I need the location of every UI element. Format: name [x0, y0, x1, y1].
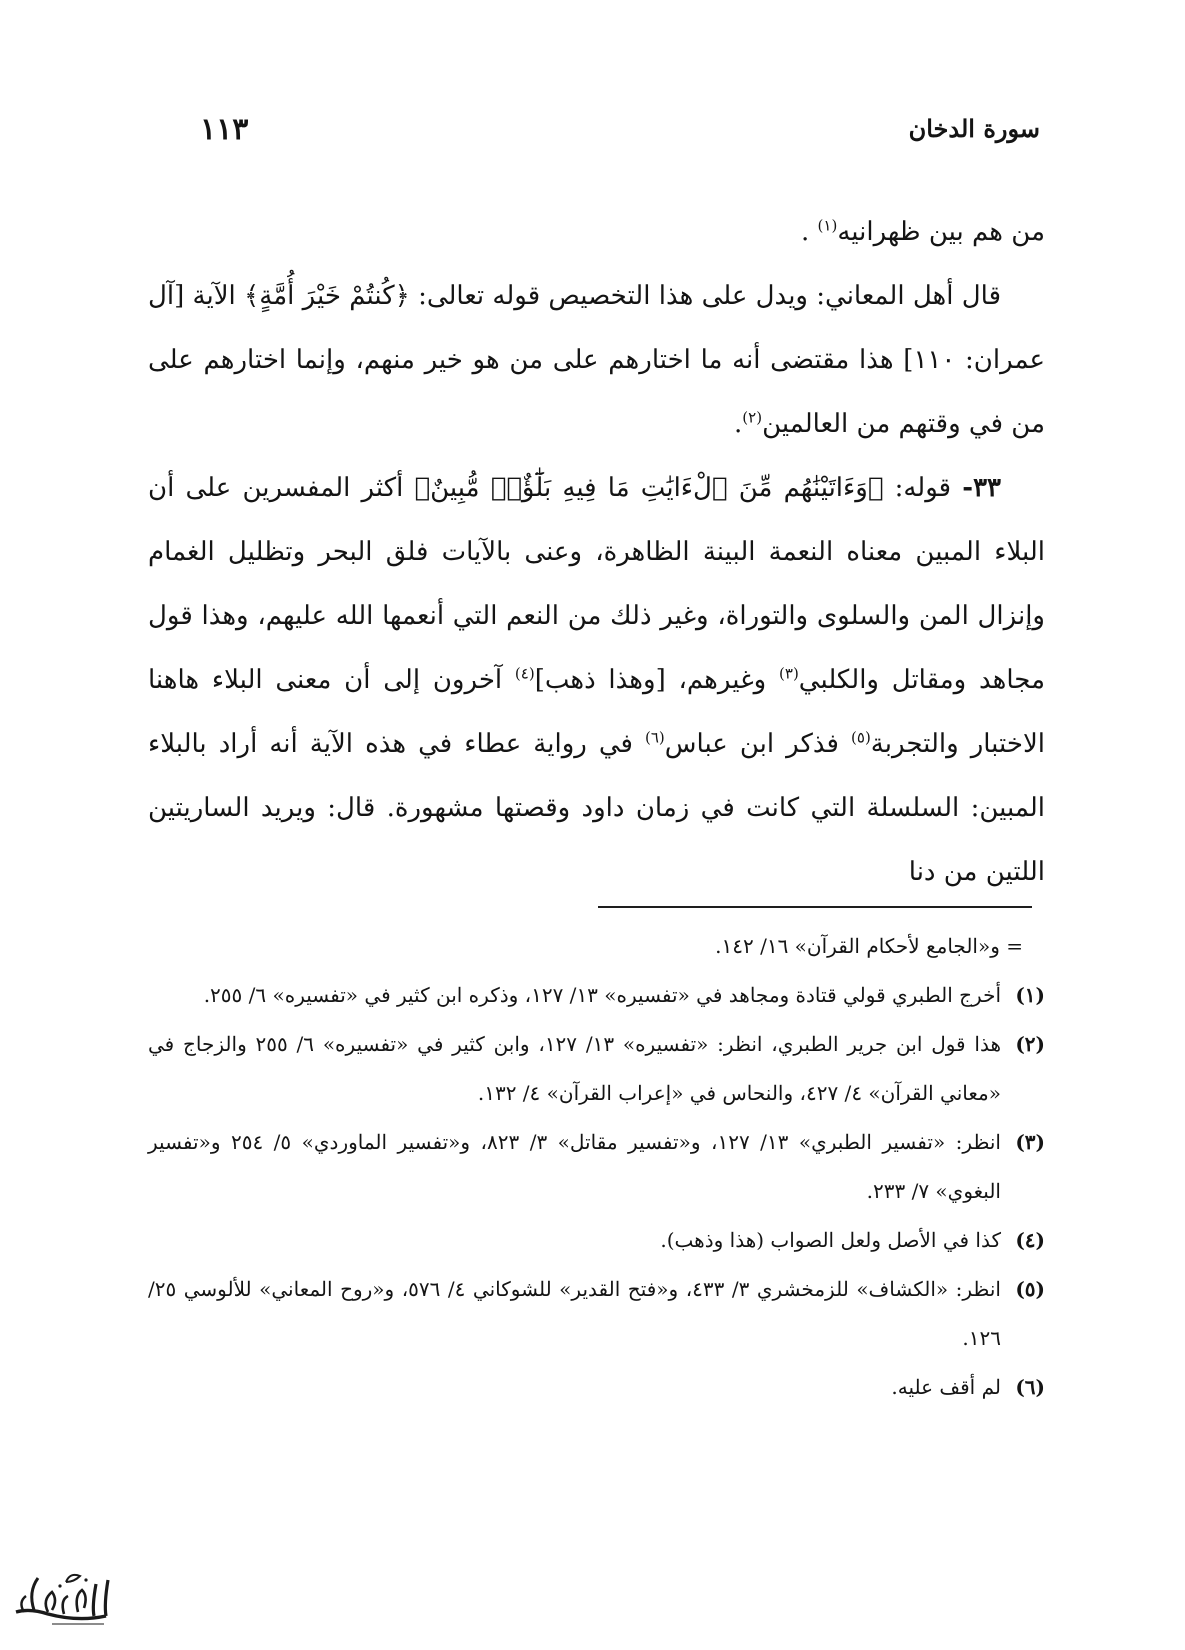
- footnote-2: [148, 1020, 1045, 1118]
- footnotes: [148, 922, 1045, 1412]
- footnote-number: (٥): [1015, 1277, 1045, 1301]
- footnote-text: انظر: «الكشاف» للزمخشري ٣/ ٤٣٣، و«فتح القدير» للشوكاني ٤/ ٥٧٦، و«روح المعاني» للألوسي ٢٥/ ١٢٦.: [148, 1277, 1001, 1350]
- footnote-text: لم أقف عليه.: [891, 1375, 1001, 1399]
- publisher-logo-icon: [8, 1562, 118, 1630]
- verse-number: ٣٣-: [962, 473, 1001, 503]
- paragraph-3: ٣٣- قوله: ﴿وَءَاتَيْنَٰهُم مِّنَ ٱلْءَايَٰتِ مَا فِيهِ بَلَٰٓؤٌا۟ مُّبِينٌ﴾ أكثر المفسرين على أن البلاء المبين معناه النعمة البينة الظاهرة، وعنى بالآيات فلق البحر وتظليل الغمام وإنزال المن والسلوى والتوراة، وغير ذلك من النعم التي أنعمها الله عليهم، وهذا قول مجاهد ومقاتل والكلبي$^{(٣)}$ وغيرهم، [وهذا ذهب]$^{(٤)}$ آخرون إلى أن معنى البلاء هاهنا الاختبار والتجربة$^{(٥)}$ فذكر ابن عباس$^{(٦)}$ في رواية عطاء في هذه الآية أنه أراد بالبلاء المبين: السلسلة التي كانت في زمان داود وقصتها مشهورة. قال: ويريد الساريتين اللتين من دنا: [148, 473, 1046, 887]
- footnote-3: [148, 1118, 1045, 1216]
- footnote-text: كذا في الأصل ولعل الصواب (هذا وذهب).: [660, 1228, 1001, 1252]
- paragraph-1: من هم بين ظهرانيه$^{(١)}$ .: [801, 216, 1045, 247]
- footnote-number: (٢): [1015, 1032, 1045, 1056]
- footnote-5: [148, 1265, 1045, 1363]
- footnote-number: (٤): [1015, 1228, 1045, 1252]
- footnote-number: (٦): [1015, 1375, 1045, 1399]
- footnote-6: [148, 1363, 1045, 1412]
- footnote-text: انظر: «تفسير الطبري» ١٣/ ١٢٧، و«تفسير مقاتل» ٣/ ٨٢٣، و«تفسير الماوردي» ٥/ ٢٥٤ و«تفسير البغوي» ٧/ ٢٣٣.: [148, 1130, 1001, 1203]
- footnote-ref-1[interactable]: (١): [817, 216, 838, 235]
- footnote-1: [148, 971, 1045, 1020]
- footnote-number: (١): [1015, 983, 1045, 1007]
- footnote-divider: [598, 906, 1032, 908]
- footnote-text: أخرج الطبري قولي قتادة ومجاهد في «تفسيره» ١٣/ ١٢٧، وذكره ابن كثير في «تفسيره» ٦/ ٢٥٥.: [203, 983, 1001, 1007]
- footnote-ref-6[interactable]: (٦): [645, 728, 665, 747]
- footnote-continuation: = و«الجامع لأحكام القرآن» ١٦/ ١٤٢.: [715, 934, 1023, 958]
- footnote-ref-4[interactable]: (٤): [514, 664, 535, 683]
- footnote-ref-3[interactable]: (٣): [779, 664, 799, 683]
- footnote-4: [148, 1216, 1045, 1265]
- paragraph-2: قال أهل المعاني: ويدل على هذا التخصيص قوله تعالى: ﴿كُنتُمْ خَيْرَ أُمَّةٍ﴾ الآية [آل عمران: ١١٠] هذا مقتضى أنه ما اختارهم على من هو خير منهم، وإنما اختارهم على من في وقتهم من العالمين$^{(٢)}$.: [148, 281, 1045, 439]
- running-title: سورة الدخان: [908, 114, 1040, 143]
- main-text: [148, 200, 1045, 904]
- page-header: [200, 112, 1040, 162]
- footnote-ref-2[interactable]: (٢): [742, 408, 763, 427]
- footnote-text: هذا قول ابن جرير الطبري، انظر: «تفسيره» ١٣/ ١٢٧، وابن كثير في «تفسيره» ٦/ ٢٥٥ والزجاج في «معاني القرآن» ٤/ ٤٢٧، والنحاس في «إعراب القرآن» ٤/ ١٣٢.: [148, 1032, 1001, 1105]
- page-number: ١١٣: [200, 112, 249, 147]
- footnote-number: (٣): [1015, 1130, 1045, 1154]
- footnote-ref-5[interactable]: (٥): [851, 728, 871, 747]
